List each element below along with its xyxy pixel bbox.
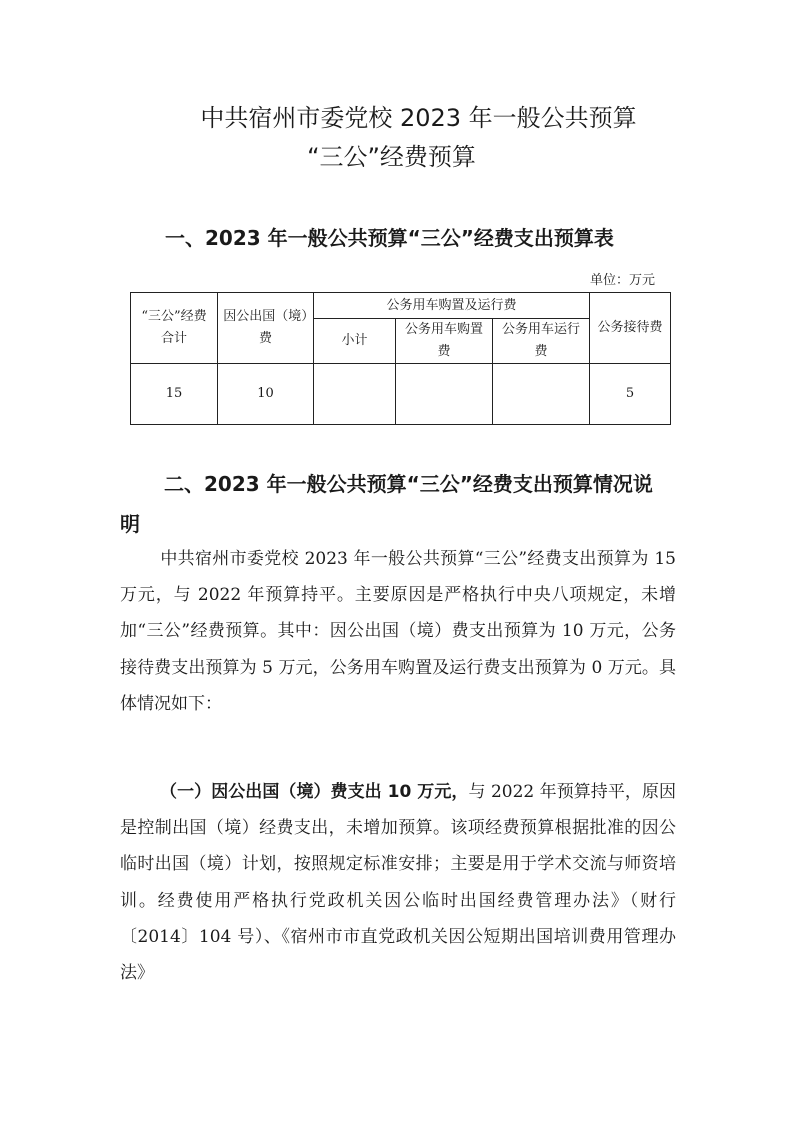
header-reception: 公务接待费 (590, 293, 671, 364)
section-2-heading-continued: 明 (120, 512, 140, 536)
paragraph-summary (120, 541, 676, 722)
header-abroad: 因公出国（境）费 (218, 293, 314, 364)
header-vehicle-operation: 公务用车运行费 (493, 319, 590, 364)
header-vehicle-group: 公务用车购置及运行费 (314, 293, 590, 319)
table-header-row (131, 293, 671, 319)
section-1-heading: 一、2023 年一般公共预算“三公”经费支出预算表 (165, 226, 614, 250)
budget-table (130, 292, 671, 425)
paragraph-summary-text: 中共宿州市委党校 2023 年一般公共预算“三公”经费支出预算为 15 万元，与 2022 年预算持平。主要原因是严格执行中央八项规定，未增加“三公”经费预算。其中：因公出国（境）费支出预算为 10 万元，公务接待费支出预算为 5 万元，公务用车购置及运行费支出预算为 0 万元。具体情况如下： (120, 549, 676, 714)
section-2-heading: 二、2023 年一般公共预算“三公”经费支出预算情况说 (164, 472, 653, 496)
document-title-line-1: 中共宿州市委党校 2023 年一般公共预算 (200, 104, 637, 132)
header-total: “三公”经费合计 (131, 293, 218, 364)
unit-label: 单位：万元 (590, 273, 656, 288)
header-vehicle-subtotal: 小计 (314, 319, 396, 364)
paragraph-abroad-expense (120, 774, 676, 991)
cell-total: 15 (131, 364, 218, 425)
cell-vehicle-purchase (396, 364, 493, 425)
cell-abroad: 10 (218, 364, 314, 425)
cell-vehicle-operation (493, 364, 590, 425)
cell-reception: 5 (590, 364, 671, 425)
paragraph-abroad-text: 与 2022 年预算持平，原因是控制出国（境）经费支出，未增加预算。该项经费预算根据批准的因公临时出国（境）计划，按照规定标准安排；主要是用于学术交流与师资培训。经费使用严格执行党政机关因公临时出国经费管理办法》（财行〔2014〕104 号）、《宿州市市直党政机关因公短期出国培训费用管理办法》 (120, 782, 676, 984)
paragraph-abroad-lead: （一）因公出国（境）费支出 10 万元， (160, 782, 469, 802)
document-title-line-2: “三公”经费预算 (307, 143, 476, 171)
cell-vehicle-subtotal (314, 364, 396, 425)
table-row (131, 364, 671, 425)
header-vehicle-purchase: 公务用车购置费 (396, 319, 493, 364)
